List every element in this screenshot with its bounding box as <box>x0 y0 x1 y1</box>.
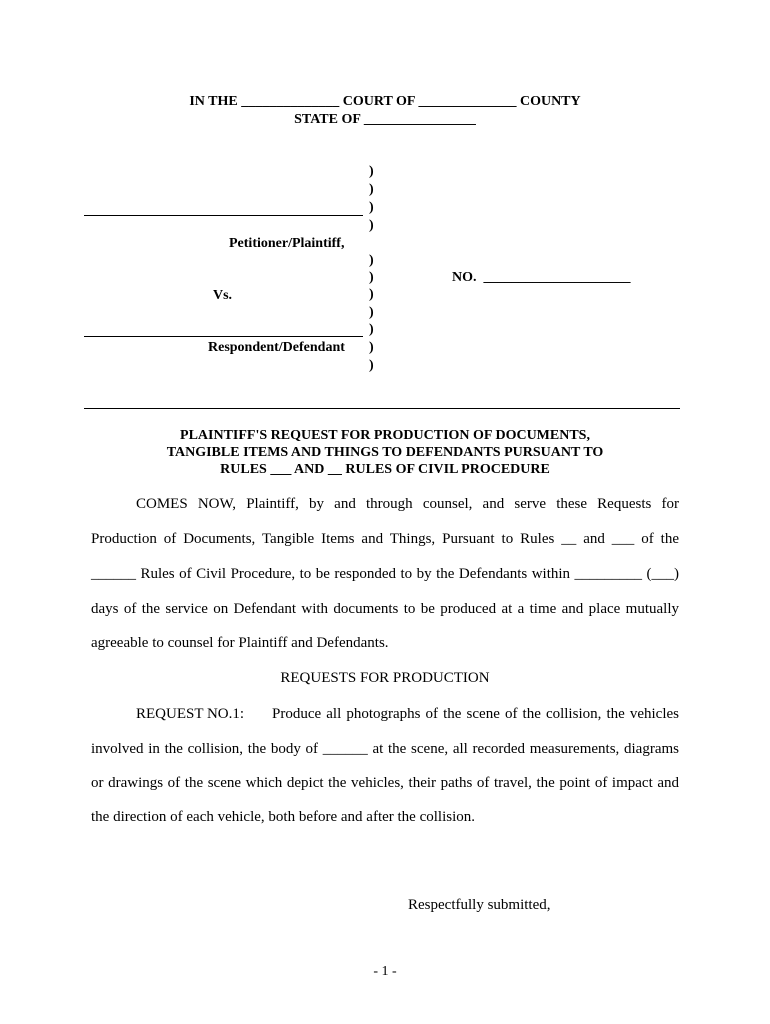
caption-paren: ) <box>369 218 374 233</box>
section-heading: REQUESTS FOR PRODUCTION <box>280 670 490 686</box>
intro-line-5: agreeable to counsel for Plaintiff and Defendants. <box>91 635 389 651</box>
caption-paren: ) <box>369 164 374 179</box>
request-1-label: REQUEST NO.1: <box>136 706 245 722</box>
caption-paren: ) <box>369 322 374 337</box>
petitioner-name-line <box>84 215 363 216</box>
caption-paren: ) <box>369 287 374 302</box>
request-1-line-2: involved in the collision, the body of ______ at the scene, all recorded measurements, diagrams <box>91 741 679 757</box>
caption-paren: ) <box>369 358 374 373</box>
intro-line-2: Production of Documents, Tangible Items and Things, Pursuant to Rules __ and ___ of the <box>91 531 679 547</box>
respondent-name-line <box>84 336 363 337</box>
caption-paren: ) <box>369 305 374 320</box>
closing-text: Respectfully submitted, <box>408 897 551 913</box>
versus-label: Vs. <box>213 288 233 303</box>
title-line-2: TANGIBLE ITEMS AND THINGS TO DEFENDANTS PURSUANT TO <box>166 445 604 460</box>
court-line: IN THE ______________ COURT OF ______________ COUNTY <box>189 94 581 109</box>
request-1-line-4: the direction of each vehicle, both before and after the collision. <box>91 809 476 825</box>
page-number: - 1 - <box>373 964 397 979</box>
state-line: STATE OF ________________ <box>294 112 476 127</box>
case-number-field: NO. _____________________ <box>452 270 631 285</box>
title-line-3: RULES ___ AND __ RULES OF CIVIL PROCEDURE <box>220 462 550 477</box>
request-1-line-3: or drawings of the scene which depict the vehicles, their paths of travel, the point of impact and <box>91 775 679 791</box>
title-line-1: PLAINTIFF'S REQUEST FOR PRODUCTION OF DOCUMENTS, <box>180 428 590 443</box>
caption-paren: ) <box>369 200 374 215</box>
caption-paren: ) <box>369 253 374 268</box>
caption-divider <box>84 408 680 409</box>
request-1-line-1: Produce all photographs of the scene of the collision, the vehicles <box>272 706 679 722</box>
respondent-label: Respondent/Defendant <box>208 340 345 355</box>
caption-paren: ) <box>369 270 374 285</box>
intro-line-3: ______ Rules of Civil Procedure, to be responded to by the Defendants within _________ (___) <box>91 566 679 582</box>
intro-line-1: COMES NOW, Plaintiff, by and through counsel, and serve these Requests for <box>136 496 679 512</box>
petitioner-label: Petitioner/Plaintiff, <box>229 236 345 251</box>
caption-paren: ) <box>369 340 374 355</box>
intro-line-4: days of the service on Defendant with documents to be produced at a time and place mutually <box>91 601 679 617</box>
caption-paren: ) <box>369 182 374 197</box>
